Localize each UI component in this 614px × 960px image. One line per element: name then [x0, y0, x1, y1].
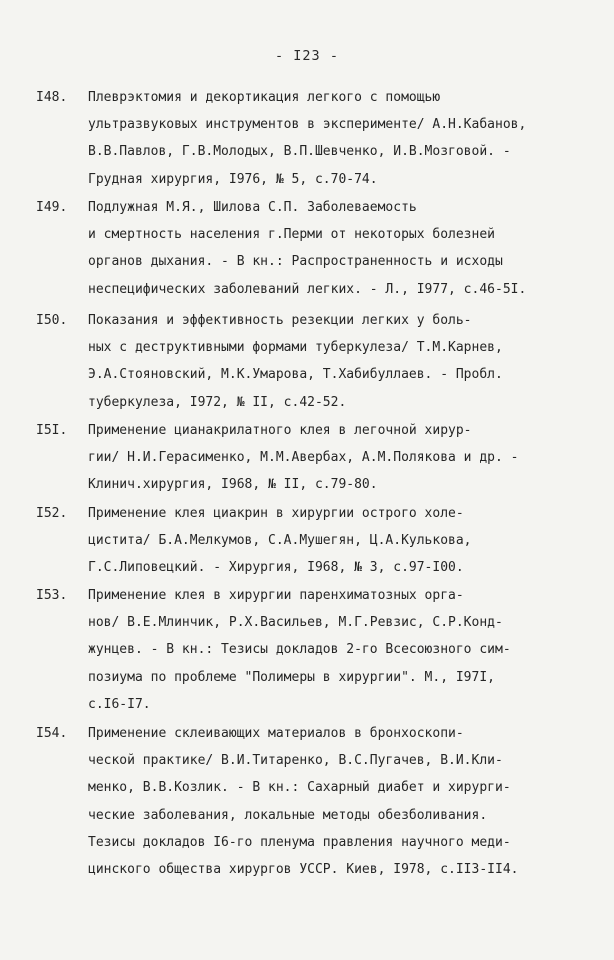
entry-line	[36, 84, 584, 111]
entry-text: Подлужная М.Я., Шилова С.П. Заболеваемость	[88, 200, 417, 215]
entry-line: цинского общества хирургов УССР. Киев, I978, с.II3-II4.	[88, 862, 519, 878]
bibliography-entry	[36, 194, 584, 303]
entry-number: I50.	[36, 313, 68, 328]
bibliography-entry	[36, 582, 584, 718]
entry-number: I52.	[36, 506, 68, 521]
entry-text: Показания и эффективность резекции легких у боль-	[88, 313, 472, 328]
entry-number: I5I.	[36, 423, 68, 438]
entry-number: I54.	[36, 726, 68, 741]
entry-line: органов дыхания. - В кн.: Распространенность и исходы	[88, 254, 503, 270]
entry-line: туберкулеза, I972, № II, с.42-52.	[88, 394, 347, 410]
entry-line	[36, 720, 584, 747]
entry-line: нов/ В.Е.Млинчик, Р.Х.Васильев, М.Г.Ревзис, С.Р.Конд-	[88, 615, 503, 631]
bibliography-entry	[36, 500, 584, 582]
entry-line: ультразвуковых инструментов в эксперименте/ А.Н.Кабанов,	[88, 117, 527, 133]
entry-line	[36, 307, 584, 334]
entry-text: Применение клея в хирургии паренхиматозных орга-	[88, 588, 464, 603]
entry-line: ческие заболевания, локальные методы обезболивания.	[88, 807, 488, 823]
entry-line: Тезисы докладов I6-го пленума правления научного меди-	[88, 834, 511, 850]
entry-line: ческой практике/ В.И.Титаренко, В.С.Пугачев, В.И.Кли-	[88, 753, 503, 769]
entry-text: Применение клея циакрин в хирургии острого холе-	[88, 506, 464, 521]
entry-line: и смертность населения г.Перми от некоторых болезней	[88, 227, 495, 243]
bibliography-entry	[36, 417, 584, 499]
entry-line	[36, 582, 584, 609]
page-number: - I23 -	[275, 48, 339, 64]
entry-text: Применение склеивающих материалов в бронхоскопи-	[88, 726, 464, 741]
entry-line: ных с деструктивными формами туберкулеза/ Т.М.Карнев,	[88, 340, 503, 356]
entry-line: В.В.Павлов, Г.В.Молодых, В.П.Шевченко, И.В.Мозговой. -	[88, 144, 511, 160]
entry-number: I49.	[36, 200, 68, 215]
entry-line: жунцев. - В кн.: Тезисы докладов 2-го Всесоюзного сим-	[88, 642, 511, 658]
entry-line	[36, 417, 584, 444]
entry-line: с.I6-I7.	[88, 696, 151, 712]
entry-line: гии/ Н.И.Герасименко, М.М.Авербах, А.М.Полякова и др. -	[88, 450, 519, 466]
entry-line: Г.С.Липовецкий. - Хирургия, I968, № 3, с.97-I00.	[88, 560, 464, 576]
entry-number: I48.	[36, 90, 68, 105]
entry-line: Э.А.Стояновский, М.К.Умарова, Т.Хабибуллаев. - Пробл.	[88, 367, 503, 383]
entry-text: Плеврэктомия и декортикация легкого с помощью	[88, 90, 441, 105]
entry-line	[36, 194, 584, 221]
entry-line: цистита/ Б.А.Мелкумов, С.А.Мушегян, Ц.А.Кулькова,	[88, 533, 472, 549]
entry-line: Клинич.хирургия, I968, № II, с.79-80.	[88, 477, 378, 493]
entry-line: менко, В.В.Козлик. - В кн.: Сахарный диабет и хирурги-	[88, 780, 511, 796]
entry-line: позиума по проблеме "Полимеры в хирургии". М., I97I,	[88, 669, 495, 685]
entry-text: Применение цианакрилатного клея в легочной хирур-	[88, 423, 472, 438]
bibliography-entry	[36, 84, 584, 193]
bibliography-entry	[36, 720, 584, 883]
bibliography-entry	[36, 307, 584, 416]
entry-line	[36, 500, 584, 527]
entry-line: Грудная хирургия, I976, № 5, с.70-74.	[88, 171, 378, 187]
entry-number: I53.	[36, 588, 68, 603]
entry-line: неспецифических заболеваний легких. - Л., I977, с.46-5I.	[88, 281, 527, 297]
